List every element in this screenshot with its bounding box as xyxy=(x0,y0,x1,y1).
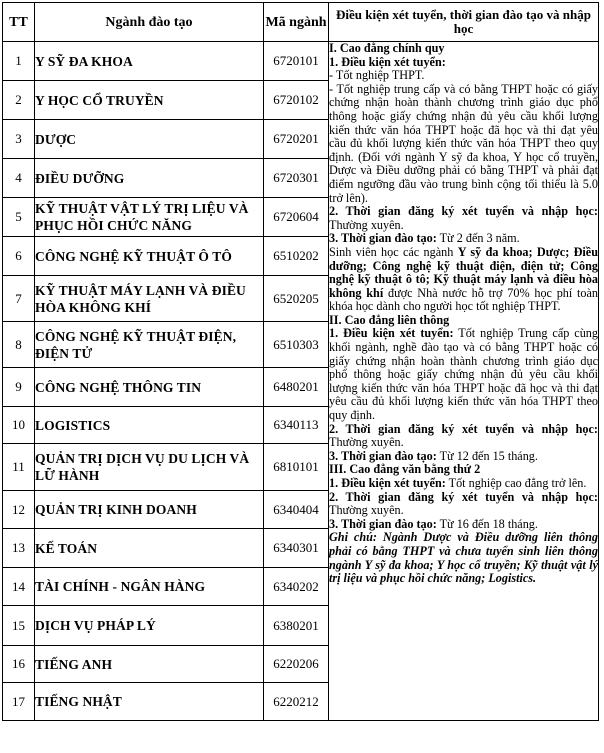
program-name: KẾ TOÁN xyxy=(35,529,264,568)
transfer-cond1 xyxy=(329,327,598,422)
program-name: ĐIỀU DƯỠNG xyxy=(35,159,264,198)
program-name: QUẢN TRỊ KINH DOANH xyxy=(35,491,264,529)
program-name: CÔNG NGHỆ THÔNG TIN xyxy=(35,368,264,407)
regular-subsidy-note xyxy=(329,246,598,314)
row-number: 14 xyxy=(3,568,35,606)
admissions-table xyxy=(2,2,599,721)
subsidy-post: được Nhà nước hỗ trợ 70% học phí toàn khóa học dành cho người học tốt nghiệp THPT. xyxy=(329,285,599,314)
program-name: TIẾNG NHẬT xyxy=(35,683,264,721)
program-code: 6380201 xyxy=(264,606,329,646)
table-row xyxy=(3,42,599,81)
subsidy-programs: Y sỹ đa khoa; Dược; Điều dưỡng; Công nghệ kỹ thuật điện, điện tử; Công nghệ kỹ thuật ô tô; Kỹ thuật máy lạnh và điều hòa không khí xyxy=(329,244,598,300)
second-cond3-title: 3. Thời gian đào tạo: xyxy=(329,516,437,531)
header-tt: TT xyxy=(3,3,35,42)
program-name: CÔNG NGHỆ KỸ THUẬT ĐIỆN, ĐIỆN TỬ xyxy=(35,322,264,368)
program-name: Y HỌC CỔ TRUYỀN xyxy=(35,81,264,120)
section-regular-title: I. Cao đẳng chính quy xyxy=(329,41,445,55)
second-cond2-title: 2. Thời gian đăng ký xét tuyển và nhập học: xyxy=(329,489,598,504)
regular-cond3-text: Từ 2 đến 3 năm. xyxy=(436,231,520,246)
transfer-cond3-title: 3. Thời gian đào tạo: xyxy=(329,448,437,463)
row-number: 17 xyxy=(3,683,35,721)
program-code: 6720604 xyxy=(264,198,329,237)
transfer-cond1-title: 1. Điều kiện xét tuyển: xyxy=(329,326,454,341)
program-code: 6340113 xyxy=(264,407,329,444)
row-number: 13 xyxy=(3,529,35,568)
conditions-cell xyxy=(329,42,599,721)
program-code: 6340404 xyxy=(264,491,329,529)
row-number: 10 xyxy=(3,407,35,444)
subsidy-pre: Sinh viên học các ngành xyxy=(329,244,458,259)
row-number: 15 xyxy=(3,606,35,646)
transfer-cond2-title: 2. Thời gian đăng ký xét tuyển và nhập học: xyxy=(329,421,598,436)
program-name: KỸ THUẬT MÁY LẠNH VÀ ĐIỀU HÒA KHÔNG KHÍ xyxy=(35,276,264,322)
program-code: 6340202 xyxy=(264,568,329,606)
second-cond1-title: 1. Điều kiện xét tuyển: xyxy=(329,476,446,490)
section-transfer-title: II. Cao đẳng liên thông xyxy=(329,312,450,327)
section-second-degree-title: III. Cao đẳng văn bằng thứ 2 xyxy=(329,462,481,477)
row-number: 9 xyxy=(3,368,35,407)
program-code: 6720301 xyxy=(264,159,329,198)
row-number: 3 xyxy=(3,120,35,159)
regular-cond2-text: Thường xuyên. xyxy=(329,217,404,232)
second-cond2-text: Thường xuyên. xyxy=(329,503,404,518)
program-code: 6520205 xyxy=(264,276,329,322)
second-cond2 xyxy=(329,491,598,518)
program-code: 6810101 xyxy=(264,444,329,491)
transfer-cond2 xyxy=(329,423,598,450)
program-name: DỊCH VỤ PHÁP LÝ xyxy=(35,606,264,646)
program-name: QUẢN TRỊ DỊCH VỤ DU LỊCH VÀ LỮ HÀNH xyxy=(35,444,264,491)
header-program: Ngành đào tạo xyxy=(35,3,264,42)
program-name: DƯỢC xyxy=(35,120,264,159)
header-row xyxy=(3,3,599,42)
regular-cond1-line2: - Tốt nghiệp trung cấp và có bằng THPT hoặc có giấy chứng nhận hoàn thành chương trình giáo dục phổ thông hoặc giấy chứng nhận đủ yêu cầu khối lượng kiến thức văn hóa THPT hoặc đã học và thi đạt yêu cầu đủ khối lượng kiến thức văn hóa THPT theo quy định. (Đối với ngành Y sỹ đa khoa, Y học cổ truyền, Dược và Điều dưỡng phải có bằng THPT và phải đạt điểm ngưỡng đầu vào trung bình cộng tối thiểu là 5.0 trở lên). xyxy=(329,81,598,205)
program-code: 6720201 xyxy=(264,120,329,159)
second-cond3-text: Từ 16 đến 18 tháng. xyxy=(436,516,538,531)
regular-cond2-title: 2. Thời gian đăng ký xét tuyển và nhập học: xyxy=(329,204,598,219)
program-name: KỸ THUẬT VẬT LÝ TRỊ LIỆU VÀ PHỤC HỒI CHỨC NĂNG xyxy=(35,198,264,237)
program-name: TIẾNG ANH xyxy=(35,646,264,683)
row-number: 11 xyxy=(3,444,35,491)
program-name: LOGISTICS xyxy=(35,407,264,444)
program-code: 6220206 xyxy=(264,646,329,683)
program-code: 6510303 xyxy=(264,322,329,368)
second-cond1 xyxy=(329,477,598,491)
program-code: 6480201 xyxy=(264,368,329,407)
program-name: CÔNG NGHỆ KỸ THUẬT Ô TÔ xyxy=(35,237,264,276)
row-number: 16 xyxy=(3,646,35,683)
program-code: 6510202 xyxy=(264,237,329,276)
transfer-cond3 xyxy=(329,450,598,464)
program-code: 6720102 xyxy=(264,81,329,120)
header-conditions: Điều kiện xét tuyển, thời gian đào tạo và nhập học xyxy=(329,3,599,42)
row-number: 2 xyxy=(3,81,35,120)
row-number: 1 xyxy=(3,42,35,81)
transfer-cond2-text: Thường xuyên. xyxy=(329,435,404,450)
regular-cond3-title: 3. Thời gian đào tạo: xyxy=(329,231,437,246)
regular-cond3 xyxy=(329,232,598,246)
transfer-cond1-text: Tốt nghiệp Trung cấp cùng khối ngành, nghề đào tạo và có bằng THPT hoặc có giấy chứng nhận hoàn thành chương trình giáo dục phổ thông hoặc giấy chứng nhận đủ yêu cầu khối lượng kiến thức văn hóa THPT hoặc đã học và thi đạt yêu cầu đủ khối lượng kiến thức văn hóa THPT theo quy định. xyxy=(329,326,598,423)
row-number: 8 xyxy=(3,322,35,368)
row-number: 12 xyxy=(3,491,35,529)
row-number: 4 xyxy=(3,159,35,198)
row-number: 7 xyxy=(3,276,35,322)
regular-cond2 xyxy=(329,205,598,232)
regular-cond1-line1: - Tốt nghiệp THPT. xyxy=(329,68,425,83)
transfer-cond3-text: Từ 12 đến 15 tháng. xyxy=(436,448,538,463)
footnote: Ghi chú: Ngành Dược và Điều dưỡng liên thông phải có bằng THPT và chưa tuyển sinh liên thông ngành Y sỹ đa khoa; Y học cổ truyền; Kỹ thuật vật lý trị liệu và phục hồi chức năng; Logistics. xyxy=(329,530,598,586)
row-number: 5 xyxy=(3,198,35,237)
program-code: 6340301 xyxy=(264,529,329,568)
program-name: Y SỸ ĐA KHOA xyxy=(35,42,264,81)
header-code: Mã ngành xyxy=(264,3,329,42)
regular-cond1-title: 1. Điều kiện xét tuyển: xyxy=(329,54,446,69)
program-name: TÀI CHÍNH - NGÂN HÀNG xyxy=(35,568,264,606)
row-number: 6 xyxy=(3,237,35,276)
second-cond1-text: Tốt nghiệp cao đẳng trở lên. xyxy=(445,476,587,490)
program-code: 6720101 xyxy=(264,42,329,81)
second-cond3 xyxy=(329,518,598,532)
program-code: 6220212 xyxy=(264,683,329,721)
